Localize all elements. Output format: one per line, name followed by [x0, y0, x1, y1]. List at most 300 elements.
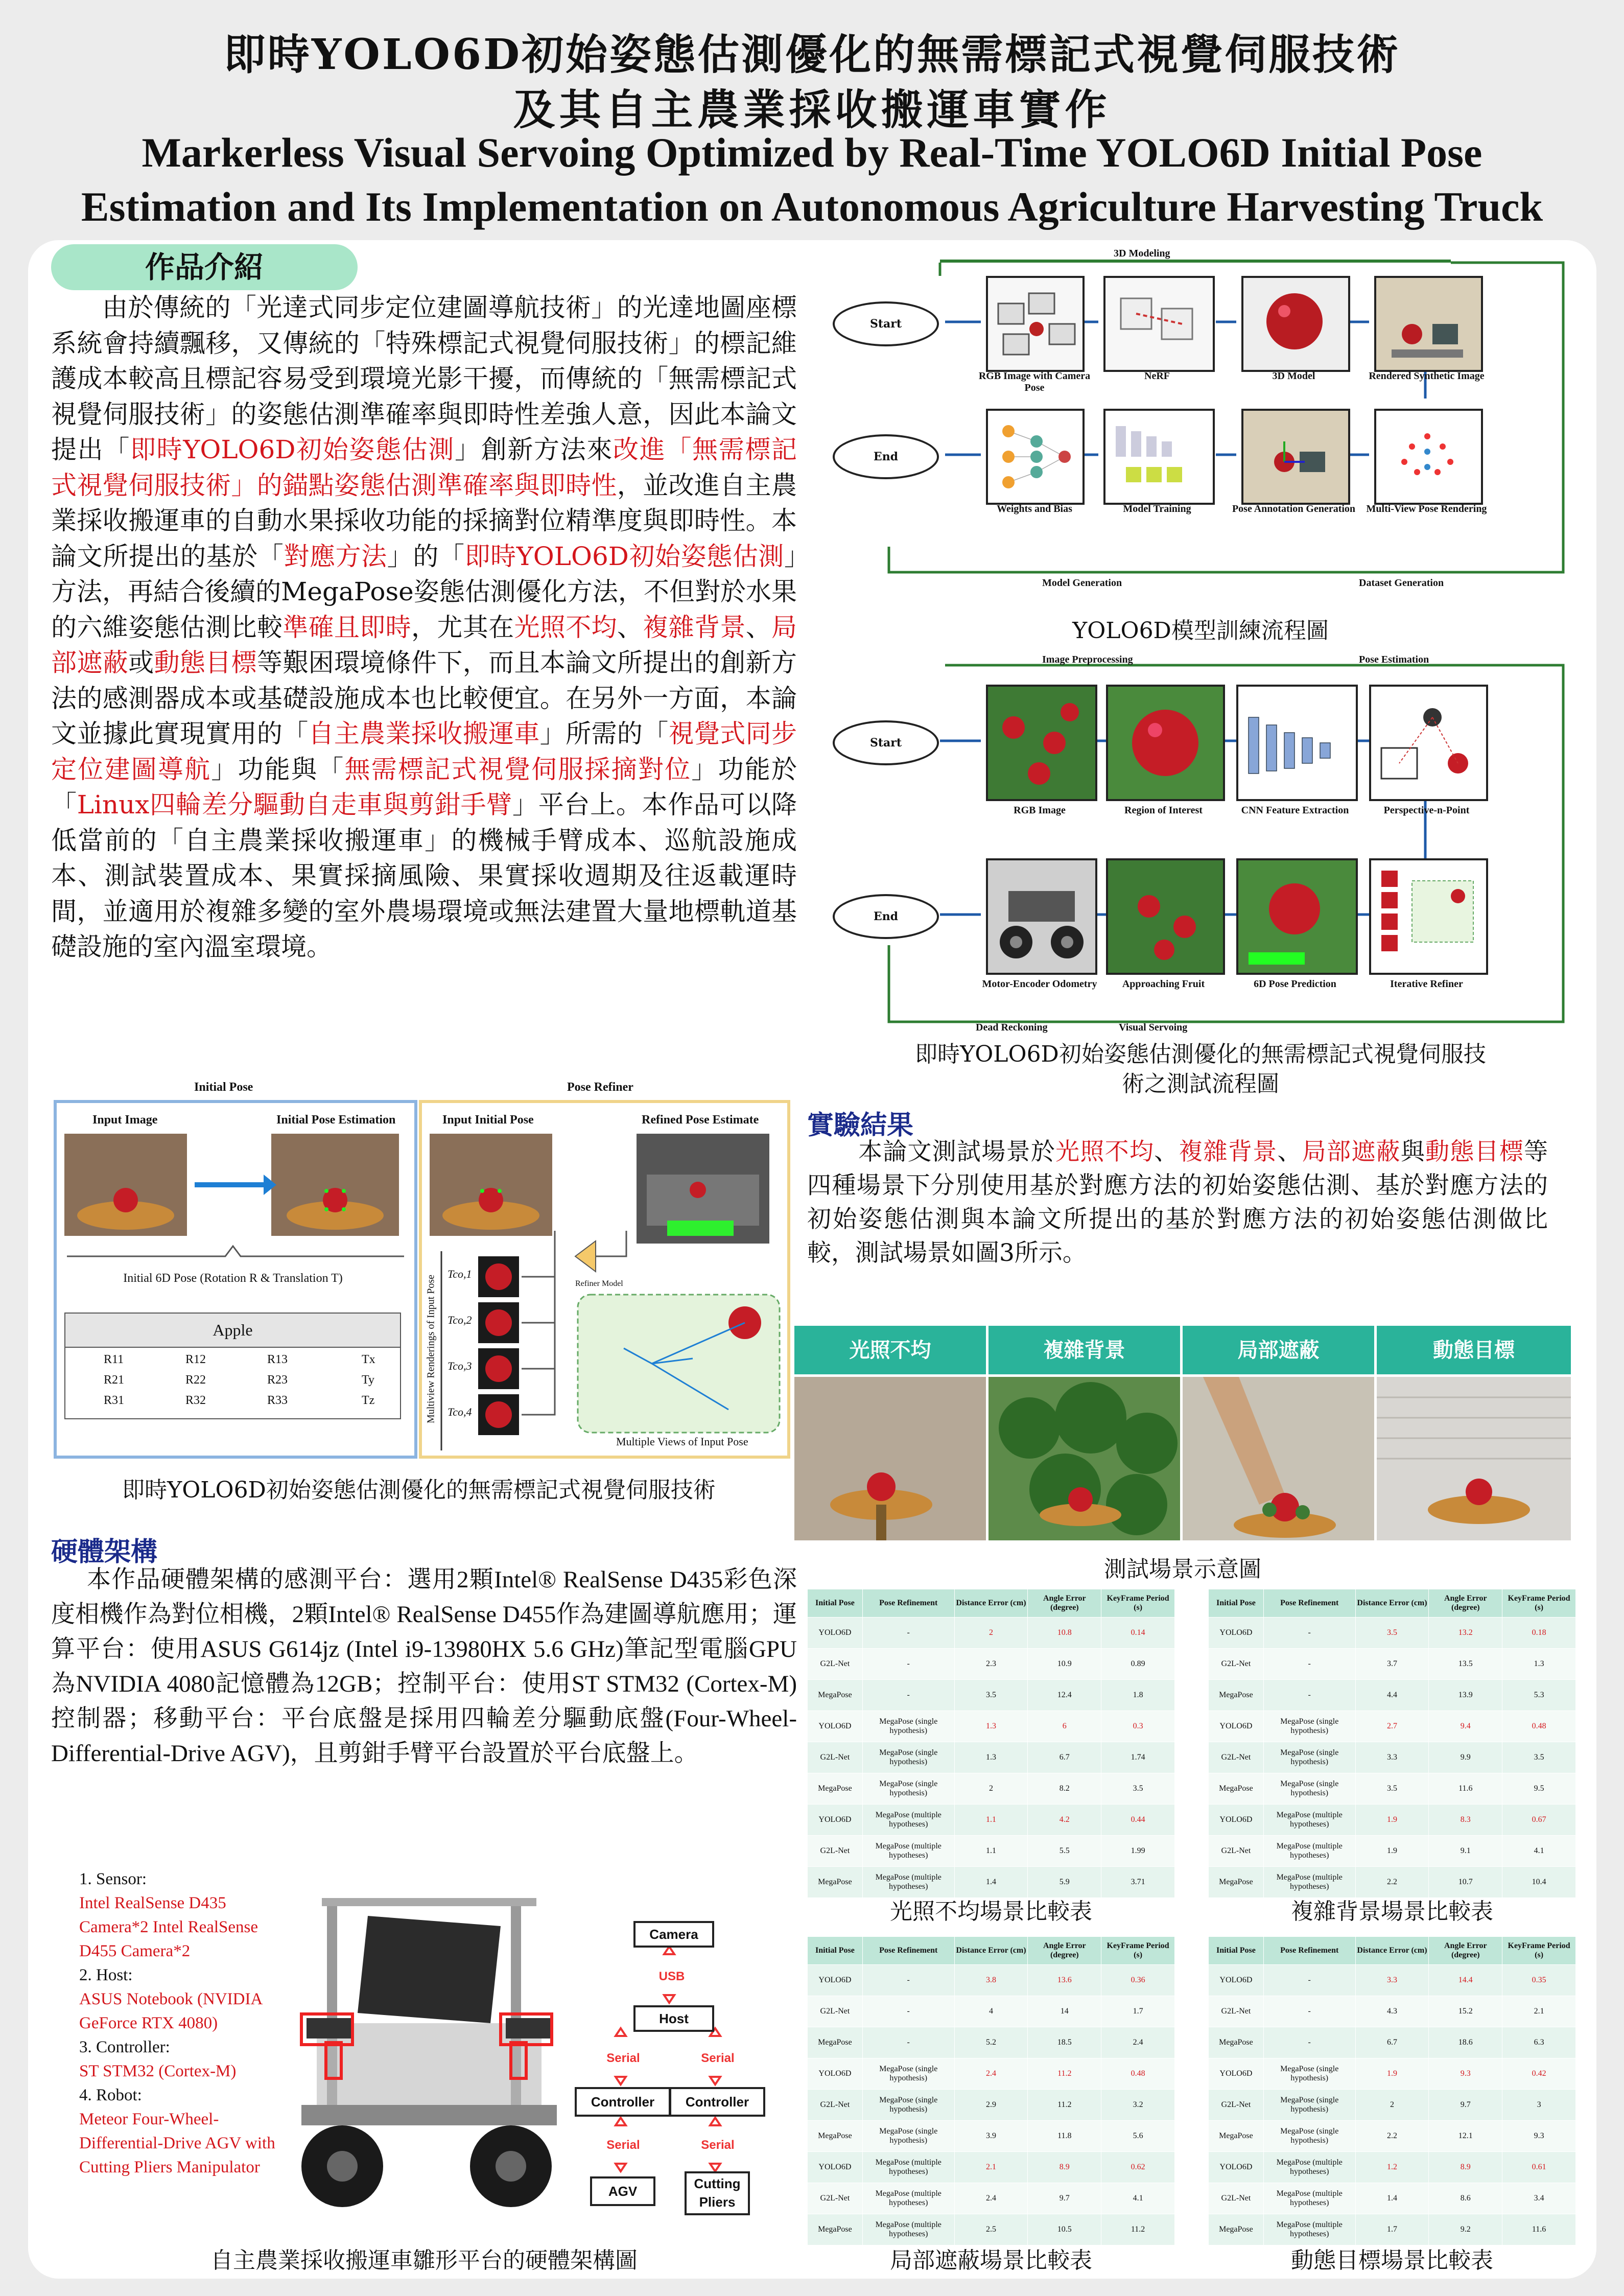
table-cell: 11.2 [1028, 2058, 1101, 2090]
table-cell: 3.9 [954, 2121, 1028, 2152]
table-cell: YOLO6D [808, 2152, 863, 2183]
table-row [1209, 1649, 1576, 1680]
table-cell: 0.67 [1502, 1805, 1576, 1836]
table-row [1209, 2152, 1576, 2183]
flow2-group-pose-estimation: Pose Estimation [1359, 654, 1429, 665]
table-cell: G2L-Net [1209, 1996, 1264, 2027]
pose-right-title: Pose Refiner [567, 1081, 633, 1094]
flow2-caption-line1: 即時YOLO6D初始姿態估測優化的無需標記式視覺伺服技 [915, 1041, 1486, 1067]
table-cell: 0.3 [1101, 1711, 1175, 1742]
table-row [808, 1996, 1175, 2027]
table-cell: 13.9 [1429, 1680, 1502, 1711]
table-cell: 2.4 [954, 2058, 1028, 2090]
hw-controller-value: ST STM32 (Cortex-M) [79, 2062, 237, 2080]
table-cell: 1.1 [954, 1805, 1028, 1836]
table-cell: 1.8 [1101, 1680, 1175, 1711]
table-header-1: Pose Refinement [1263, 1589, 1355, 1618]
table-cell: 8.2 [1028, 1773, 1101, 1805]
flow1-end: End [833, 434, 939, 479]
table-cell: 2.4 [954, 2183, 1028, 2214]
table-cell: 1.7 [1355, 2214, 1429, 2245]
table-cell: 8.9 [1429, 2152, 1502, 2183]
table-cell: 8.9 [1028, 2152, 1101, 2183]
table-cell: 5.5 [1028, 1836, 1101, 1867]
table-cell: 3.71 [1101, 1867, 1175, 1898]
table-cell: 9.7 [1429, 2090, 1502, 2121]
table-cell: 2.1 [1502, 1996, 1576, 2027]
flow2-label-pnp: Perspective-n-Point [1383, 805, 1470, 816]
table-cell: YOLO6D [808, 2058, 863, 2090]
table-cell: 2.9 [954, 2090, 1028, 2121]
table-row [808, 1649, 1175, 1680]
table-complex-caption: 複雜背景場景比較表 [1291, 1899, 1493, 1925]
scene-header-dyn: 動態目標 [1377, 1326, 1571, 1374]
table-cell: 0.48 [1502, 1711, 1576, 1742]
table-row [808, 1711, 1175, 1742]
hw-host-value: ASUS Notebook (NVIDIA GeForce RTX 4080) [79, 1990, 262, 2032]
hw-robot-key: 4. Robot: [79, 2086, 142, 2104]
table-cell: MegaPose (multiple hypotheses) [862, 2152, 954, 2183]
table-cell: 9.4 [1429, 1711, 1502, 1742]
table-cell: 1.3 [1502, 1649, 1576, 1680]
flow2-img-refiner [1369, 858, 1488, 975]
table-cell: G2L-Net [808, 2183, 863, 2214]
hw-host-key: 2. Host: [79, 1966, 133, 1984]
table-cell: 9.5 [1502, 1773, 1576, 1805]
table-cell: 15.2 [1429, 1996, 1502, 2027]
table-row [808, 2090, 1175, 2121]
table-row [1209, 1836, 1576, 1867]
table-cell: 13.5 [1429, 1649, 1502, 1680]
hw-sensor-key: 1. Sensor: [79, 1870, 147, 1888]
table-cell: 8.3 [1429, 1805, 1502, 1836]
conn-serial-right: Serial [701, 2051, 735, 2065]
table-cell: 3.7 [1355, 1649, 1429, 1680]
conn-usb: USB [658, 1970, 685, 1983]
table-row [808, 2183, 1175, 2214]
title-zh-line2: 及其自主農業採收搬運車實作 [513, 85, 1111, 134]
table-cell: - [862, 1965, 954, 1996]
table-header-3: Angle Error (degree) [1028, 1937, 1101, 1965]
table-cell: - [862, 2027, 954, 2058]
table-cell: 1.1 [954, 1836, 1028, 1867]
pose-right-panel [419, 1100, 790, 1459]
table-header-1: Pose Refinement [1263, 1937, 1355, 1965]
hardware-heading: 硬體架構 [51, 1536, 158, 1567]
table-cell: 1.74 [1101, 1742, 1175, 1773]
table-row [1209, 2027, 1576, 2058]
table-cell: 1.7 [1101, 1996, 1175, 2027]
flow2-label-cnn: CNN Feature Extraction [1241, 805, 1349, 816]
table-row [1209, 1680, 1576, 1711]
table-cell: 14 [1028, 1996, 1101, 2027]
table-row [1209, 1773, 1576, 1805]
table-cell: MegaPose (multiple hypotheses) [1263, 1836, 1355, 1867]
table-cell: 2.2 [1355, 2121, 1429, 2152]
table-cell: 5.6 [1101, 2121, 1175, 2152]
table-cell: 3.2 [1101, 2090, 1175, 2121]
table-dyn-caption: 動態目標場景比較表 [1291, 2247, 1493, 2274]
flow1-img-rgb-camera [986, 276, 1085, 372]
flow2-img-odometry [986, 858, 1097, 975]
table-header-0: Initial Pose [808, 1937, 863, 1965]
table-cell: 18.6 [1429, 2027, 1502, 2058]
table-cell: 3.5 [1502, 1742, 1576, 1773]
flow2-label-roi: Region of Interest [1124, 805, 1203, 816]
table-cell: 12.1 [1429, 2121, 1502, 2152]
table-cell: 13.6 [1028, 1965, 1101, 1996]
table-cell: 18.5 [1028, 2027, 1101, 2058]
table-cell: MegaPose (single hypothesis) [862, 1711, 954, 1742]
conn-serial-left: Serial [606, 2051, 640, 2065]
table-cell: 10.8 [1028, 1618, 1101, 1649]
table-cell: 10.9 [1028, 1649, 1101, 1680]
table-row [808, 1773, 1175, 1805]
hardware-paragraph: 本作品硬體架構的感測平台：選用2顆Intel® RealSense D435彩色深度相機作為對位相機，2顆Intel® RealSense D455作為建圖導航應用；運算平台：使用ASUS G614jz (Intel i9-13980HX 5.6 GHz)筆記型電腦GPU為NVIDIA 4080記憶體為12GB；控制平台：使用ST STM32 (Cortex-M)控制器；移動平台：平台底盤是採用四輪差分驅動底盤(Four-Wheel-Differential-Drive AGV)，且剪鉗手臂平台設置於平台底盤上。 [51, 1566, 797, 1767]
flow1-img-3d-model [1241, 276, 1350, 372]
table-cell: 1.9 [1355, 2058, 1429, 2090]
table-cell: 12.4 [1028, 1680, 1101, 1711]
scene-img-illum [794, 1377, 986, 1540]
table-cell: 3.5 [954, 1680, 1028, 1711]
table-row [1209, 2121, 1576, 2152]
table-occl-caption: 局部遮蔽場景比較表 [890, 2247, 1092, 2274]
table-cell: YOLO6D [1209, 1618, 1264, 1649]
matrix-r32: R32 [185, 1394, 206, 1407]
block-camera: Camera [633, 1921, 714, 1948]
pose-refined-label: Refined Pose Estimate [642, 1113, 759, 1127]
table-row [808, 2121, 1175, 2152]
table-cell: 9.7 [1028, 2183, 1101, 2214]
table-row [1209, 2183, 1576, 2214]
matrix-ty: Ty [362, 1373, 374, 1387]
table-row [808, 2214, 1175, 2245]
flow2-group-preprocessing: Image Preprocessing [1042, 654, 1133, 665]
table-cell: 3.5 [1355, 1773, 1429, 1805]
flow1-img-training [1103, 409, 1215, 505]
robot-illustration [286, 1870, 572, 2217]
flow1-caption: YOLO6D模型訓練流程圖 [1072, 618, 1329, 644]
table-cell: 9.3 [1502, 2121, 1576, 2152]
table-cell: 0.42 [1502, 2058, 1576, 2090]
table-cell: MegaPose [1209, 2027, 1264, 2058]
pose-input-image-label: Input Image [92, 1113, 158, 1127]
table-header-4: KeyFrame Period (s) [1502, 1589, 1576, 1618]
hardware-caption: 自主農業採收搬運車雛形平台的硬體架構圖 [210, 2247, 638, 2274]
table-cell: G2L-Net [1209, 2183, 1264, 2214]
render-tco4: Tco,4 [448, 1405, 472, 1418]
table-cell: 11.8 [1028, 2121, 1101, 2152]
flow1-label-rgb: RGB Image with Camera Pose [978, 370, 1091, 393]
flow2-img-approach [1106, 858, 1225, 975]
flow2-img-roi [1106, 685, 1225, 801]
table-cell: MegaPose (single hypothesis) [1263, 2121, 1355, 2152]
table-cell: MegaPose (single hypothesis) [862, 1742, 954, 1773]
table-header-0: Initial Pose [1209, 1589, 1264, 1618]
table-cell: 3.4 [1502, 2183, 1576, 2214]
flow1-start: Start [833, 301, 939, 346]
table-row [1209, 1805, 1576, 1836]
table-cell: 9.2 [1429, 2214, 1502, 2245]
table-cell: MegaPose [808, 1680, 863, 1711]
table-illum-caption: 光照不均場景比較表 [890, 1899, 1092, 1925]
table-cell: 0.61 [1502, 2152, 1576, 2183]
table-cell: MegaPose (multiple hypotheses) [862, 1867, 954, 1898]
table-cell: 0.18 [1502, 1618, 1576, 1649]
table-row [1209, 1965, 1576, 1996]
table-header-1: Pose Refinement [862, 1937, 954, 1965]
table-cell: - [1263, 1965, 1355, 1996]
table-cell: MegaPose [808, 2121, 863, 2152]
table-cell: 1.9 [1355, 1805, 1429, 1836]
table-cell: MegaPose (multiple hypotheses) [1263, 1805, 1355, 1836]
table-illum [807, 1589, 1175, 1898]
table-cell: G2L-Net [808, 1996, 863, 2027]
table-cell: YOLO6D [808, 1965, 863, 1996]
table-header-3: Angle Error (degree) [1429, 1937, 1502, 1965]
flow2-end: End [833, 894, 939, 939]
matrix-r31: R31 [104, 1394, 125, 1407]
table-cell: 11.2 [1028, 2090, 1101, 2121]
table-cell: 0.14 [1101, 1618, 1175, 1649]
matrix-r21: R21 [104, 1373, 125, 1387]
flow2-diagram [828, 654, 1573, 1032]
flow2-img-rgb [986, 685, 1097, 801]
table-header-2: Distance Error (cm) [954, 1937, 1028, 1965]
flow2-img-6d-pose [1236, 858, 1358, 975]
matrix-r33: R33 [267, 1394, 288, 1407]
table-row [1209, 1996, 1576, 2027]
matrix-r13: R13 [267, 1353, 288, 1366]
flow1-img-rendered [1374, 276, 1483, 372]
pose-initial-estimation-label: Initial Pose Estimation [276, 1113, 396, 1127]
table-cell: 9.1 [1429, 1836, 1502, 1867]
table-cell: MegaPose (single hypothesis) [1263, 1742, 1355, 1773]
table-cell: G2L-Net [1209, 1649, 1264, 1680]
table-header-3: Angle Error (degree) [1429, 1589, 1502, 1618]
table-cell: YOLO6D [1209, 1805, 1264, 1836]
table-row [1209, 1618, 1576, 1649]
block-cutting-pliers: Cutting Pliers [685, 2171, 750, 2215]
table-cell: 1.9 [1355, 1836, 1429, 1867]
table-cell: - [1263, 1618, 1355, 1649]
table-cell: 1.2 [1355, 2152, 1429, 2183]
pose-refiner-model-label: Refiner Model [575, 1279, 623, 1288]
table-cell: - [1263, 2027, 1355, 2058]
table-row [1209, 1711, 1576, 1742]
table-cell: 1.99 [1101, 1836, 1175, 1867]
table-cell: 2.5 [954, 2214, 1028, 2245]
flow2-group-dead-reckoning: Dead Reckoning [976, 1022, 1048, 1033]
render-tco1: Tco,1 [448, 1268, 472, 1280]
flow2-start: Start [833, 720, 939, 765]
table-header-2: Distance Error (cm) [1355, 1937, 1429, 1965]
table-cell: 1.3 [954, 1742, 1028, 1773]
flow2-caption-line2: 術之測試流程圖 [1122, 1071, 1279, 1097]
table-cell: G2L-Net [808, 1649, 863, 1680]
pose-caption: 即時YOLO6D初始姿態估測優化的無需標記式視覺伺服技術 [122, 1477, 716, 1503]
table-occl [807, 1936, 1175, 2245]
table-cell: MegaPose (multiple hypotheses) [862, 1836, 954, 1867]
table-cell: MegaPose (multiple hypotheses) [862, 2214, 954, 2245]
matrix-r22: R22 [185, 1373, 206, 1387]
table-cell: 2.1 [954, 2152, 1028, 2183]
title-zh-line1: 即時YOLO6D初始姿態估測優化的無需標記式視覺伺服技術 [223, 30, 1401, 79]
table-header-0: Initial Pose [1209, 1937, 1264, 1965]
table-row [808, 1742, 1175, 1773]
scene-img-occl [1183, 1377, 1374, 1540]
table-cell: MegaPose (single hypothesis) [1263, 1773, 1355, 1805]
hardware-list [79, 1867, 289, 2180]
flow2-label-approach: Approaching Fruit [1122, 978, 1205, 990]
table-cell: 4.3 [1355, 1996, 1429, 2027]
pose-left-panel [54, 1100, 417, 1459]
table-cell: 2.3 [954, 1649, 1028, 1680]
table-header-2: Distance Error (cm) [1355, 1589, 1429, 1618]
table-cell: 6.7 [1355, 2027, 1429, 2058]
table-cell: 11.2 [1101, 2214, 1175, 2245]
table-cell: 0.36 [1101, 1965, 1175, 1996]
flow1-img-annotation [1241, 409, 1350, 505]
table-cell: MegaPose (single hypothesis) [1263, 1711, 1355, 1742]
table-cell: - [1263, 1996, 1355, 2027]
flow1-group-model-generation: Model Generation [1042, 577, 1122, 589]
table-cell: 13.2 [1429, 1618, 1502, 1649]
table-cell: YOLO6D [1209, 1711, 1264, 1742]
table-cell: MegaPose [808, 1773, 863, 1805]
table-cell: MegaPose [1209, 1773, 1264, 1805]
table-cell: 0.89 [1101, 1649, 1175, 1680]
table-cell: 11.6 [1502, 2214, 1576, 2245]
table-complex [1208, 1589, 1576, 1898]
table-cell: - [862, 1996, 954, 2027]
table-header-4: KeyFrame Period (s) [1101, 1589, 1175, 1618]
matrix-r23: R23 [267, 1373, 288, 1387]
table-cell: 3 [1502, 2090, 1576, 2121]
table-cell: G2L-Net [1209, 1836, 1264, 1867]
table-row [808, 1965, 1175, 1996]
table-row [808, 1680, 1175, 1711]
table-row [808, 2058, 1175, 2090]
table-cell: G2L-Net [808, 2090, 863, 2121]
flow2-img-cnn [1236, 685, 1358, 801]
table-cell: 1.3 [954, 1711, 1028, 1742]
block-controller-left: Controller [575, 2087, 671, 2117]
conn-serial-right-2: Serial [701, 2138, 735, 2152]
table-cell: 3.3 [1355, 1965, 1429, 1996]
table-cell: MegaPose (multiple hypotheses) [862, 2183, 954, 2214]
table-cell: 5.2 [954, 2027, 1028, 2058]
matrix-r11: R11 [104, 1353, 124, 1366]
table-cell: MegaPose (single hypothesis) [1263, 2090, 1355, 2121]
table-cell: G2L-Net [1209, 2090, 1264, 2121]
table-cell: MegaPose (multiple hypotheses) [862, 1805, 954, 1836]
flow2-label-6d-pose: 6D Pose Prediction [1254, 978, 1336, 990]
table-cell: 10.4 [1502, 1867, 1576, 1898]
table-cell: MegaPose (multiple hypotheses) [1263, 2183, 1355, 2214]
results-paragraph: 本論文測試場景於光照不均、複雜背景、局部遮蔽與動態目標等四種場景下分別使用基於對應方法的初始姿態估測、基於對應方法的初始姿態估測與本論文所提出的基於對應方法的初始姿態估測做比較，測試場景如圖3所示。 [807, 1138, 1548, 1267]
flow1-diagram [828, 245, 1573, 598]
pose-left-title: Initial Pose [194, 1081, 253, 1094]
table-row [808, 1618, 1175, 1649]
table-header-4: KeyFrame Period (s) [1502, 1937, 1576, 1965]
table-cell: 14.4 [1429, 1965, 1502, 1996]
flow2-group-visual-servoing: Visual Servoing [1119, 1022, 1188, 1033]
render-tco2: Tco,2 [448, 1314, 472, 1326]
scene-img-complex [988, 1377, 1180, 1540]
table-cell: 0.35 [1502, 1965, 1576, 1996]
table-cell: 2 [1355, 2090, 1429, 2121]
pose-matrix [64, 1347, 401, 1419]
hardware-block-diagram [567, 1911, 802, 2238]
flow1-label-nerf: NeRF [1144, 370, 1170, 382]
table-cell: - [1263, 1680, 1355, 1711]
table-cell: - [1263, 1649, 1355, 1680]
table-cell: 6 [1028, 1711, 1101, 1742]
flow2-img-pnp [1369, 685, 1488, 801]
matrix-r12: R12 [185, 1353, 206, 1366]
flow1-img-multiview [1374, 409, 1483, 505]
table-header-3: Angle Error (degree) [1028, 1589, 1101, 1618]
table-cell: MegaPose (multiple hypotheses) [1263, 1867, 1355, 1898]
table-cell: 2.2 [1355, 1867, 1429, 1898]
table-cell: 5.3 [1502, 1680, 1576, 1711]
table-row [1209, 2214, 1576, 2245]
table-cell: YOLO6D [1209, 2152, 1264, 2183]
table-cell: 2 [954, 1773, 1028, 1805]
table-cell: YOLO6D [808, 1711, 863, 1742]
conn-serial-left-2: Serial [606, 2138, 640, 2152]
table-cell: 0.48 [1101, 2058, 1175, 2090]
table-cell: 10.5 [1028, 2214, 1101, 2245]
table-cell: 3.8 [954, 1965, 1028, 1996]
table-cell: 4.4 [1355, 1680, 1429, 1711]
table-cell: MegaPose [1209, 2214, 1264, 2245]
table-cell: 4 [954, 1996, 1028, 2027]
table-row [808, 1836, 1175, 1867]
scene-header-illum: 光照不均 [794, 1326, 986, 1374]
scene-img-dyn [1377, 1377, 1571, 1540]
table-row [1209, 2090, 1576, 2121]
matrix-tz: Tz [362, 1394, 375, 1407]
table-cell: MegaPose (single hypothesis) [862, 1773, 954, 1805]
pose-object-label: Apple [64, 1313, 401, 1348]
table-cell: 4.1 [1502, 1836, 1576, 1867]
table-row [808, 1805, 1175, 1836]
scene-caption: 測試場景示意圖 [1104, 1556, 1261, 1582]
table-cell: 8.6 [1429, 2183, 1502, 2214]
flow1-label-training: Model Training [1123, 503, 1191, 514]
table-cell: MegaPose [1209, 1867, 1264, 1898]
title-en-line1: Markerless Visual Servoing Optimized by Real-Time YOLO6D Initial Pose [142, 129, 1482, 176]
table-cell: MegaPose (single hypothesis) [862, 2090, 954, 2121]
table-cell: 0.62 [1101, 2152, 1175, 2183]
table-cell: MegaPose (multiple hypotheses) [1263, 2214, 1355, 2245]
title-en-line2: Estimation and Its Implementation on Autonomous Agriculture Harvesting Truck [81, 183, 1543, 230]
table-cell: 3.5 [1101, 1773, 1175, 1805]
table-cell: YOLO6D [808, 1618, 863, 1649]
block-host: Host [633, 2005, 714, 2032]
render-tco3: Tco,3 [448, 1360, 472, 1372]
table-cell: YOLO6D [1209, 2058, 1264, 2090]
table-cell: 6.3 [1502, 2027, 1576, 2058]
flow1-label-weights: Weights and Bias [997, 503, 1072, 514]
pose-6d-label: Initial 6D Pose (Rotation R & Translation T) [123, 1272, 343, 1285]
table-cell: 3.5 [1355, 1618, 1429, 1649]
flow1-label-3d-model: 3D Model [1272, 370, 1315, 382]
table-cell: MegaPose [1209, 1680, 1264, 1711]
table-cell: YOLO6D [1209, 1965, 1264, 1996]
